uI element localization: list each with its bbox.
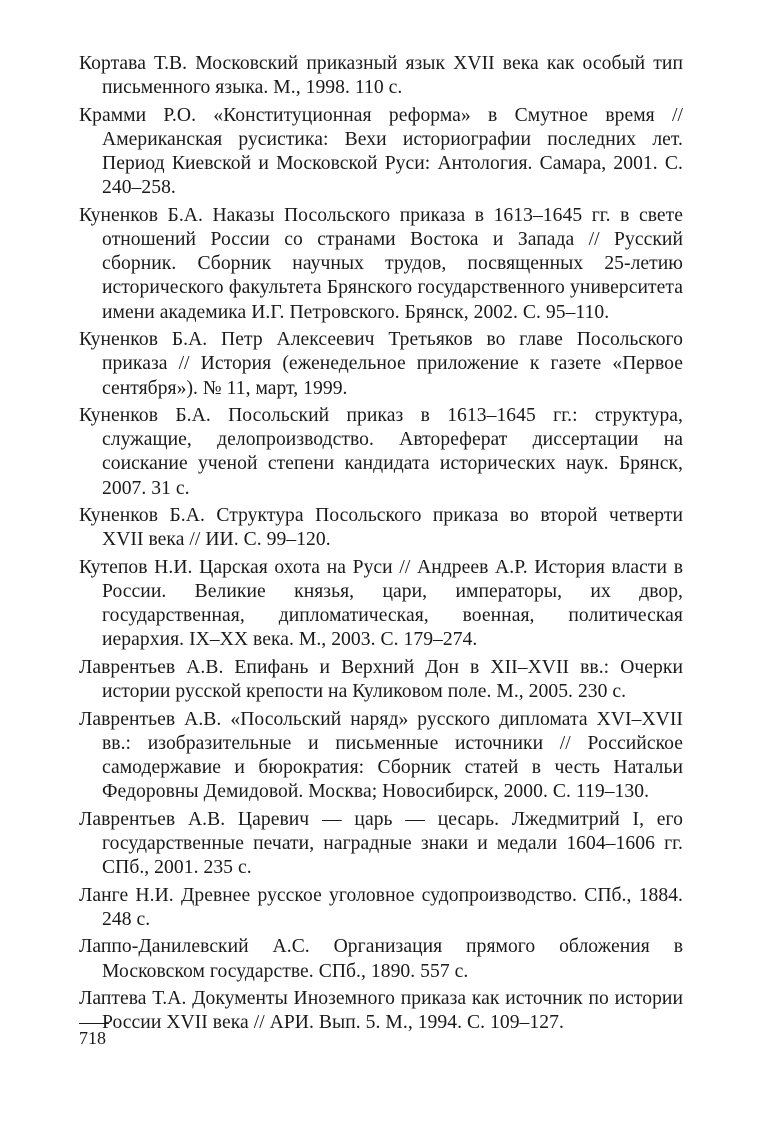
bibliography-list [79,52,683,1039]
page-number: 718 [79,1028,106,1048]
bibliography-entry: Лаврентьев А.В. Царевич — царь — цесарь. Лжедмитрий I, его государственные печати, наградные знаки и медали 1604–1606 гг. СПб., 2001. 235 с. [79,808,683,879]
bibliography-entry: Кортава Т.В. Московский приказный язык XVII века как особый тип письменного языка. М., 1998. 110 с. [79,53,683,99]
bibliography-entry: Лаптева Т.А. Документы Иноземного приказа как источник по истории России XVII века // АРИ. Вып. 5. М., 1994. С. 109–127. [79,988,683,1034]
bibliography-entry: Лаврентьев А.В. Епифань и Верхний Дон в XII–XVII вв.: Очерки истории русской крепости на Куликовом поле. М., 2005. 230 с. [79,656,683,703]
footer-rule [79,1023,109,1024]
bibliography-entry: Кутепов Н.И. Царская охота на Руси // Андреев А.Р. История власти в России. Великие князья, цари, императоры, их двор, государственная, дипломатическая, военная, политическая иерархия. IX–XX века. М., 2003. С. 179–274. [79,556,683,651]
bibliography-entry: Куненков Б.А. Посольский приказ в 1613–1645 гг.: структура, служащие, делопроизводство. Автореферат диссертации на соискание ученой степени кандидата исторических наук. Брянск, 2007. 31 с. [79,405,683,499]
page-footer [79,1023,109,1048]
bibliography-entry: Лаппо-Данилевский А.С. Организация прямого обложения в Московском государстве. СПб., 1890. 557 с. [79,936,683,982]
bibliography-entry: Куненков Б.А. Структура Посольского приказа во второй четверти XVII века // ИИ. С. 99–120. [79,505,683,551]
bibliography-entry: Лаврентьев А.В. «Посольский наряд» русского дипломата XVI–XVII вв.: изобразительные и письменные источники // Российское самодержавие и бюрократия: Сборник статей в честь Натальи Федоровны Демидовой. Москва; Новосибирск, 2000. С. 119–130. [79,708,683,803]
bibliography-entry: Ланге Н.И. Древнее русское уголовное судопроизводство. СПб., 1884. 248 с. [79,884,683,930]
bibliography-entry: Куненков Б.А. Наказы Посольского приказа в 1613–1645 гг. в свете отношений России со странами Востока и Запада // Русский сборник. Сборник научных трудов, посвященных 25-летию исторического факультета Брянского государственного университета имени академика И.Г. Петровского. Брянск, 2002. С. 95–110. [79,204,683,323]
bibliography-entry: Куненков Б.А. Петр Алексеевич Третьяков во главе Посольского приказа // История (еженедельное приложение к газете «Первое сентября»). № 11, март, 1999. [79,329,683,399]
bibliography-entry: Крамми Р.О. «Конституционная реформа» в Смутное время // Американская русистика: Вехи историографии последних лет. Период Киевской и Московской Руси: Антология. Самара, 2001. С. 240–258. [79,104,683,199]
